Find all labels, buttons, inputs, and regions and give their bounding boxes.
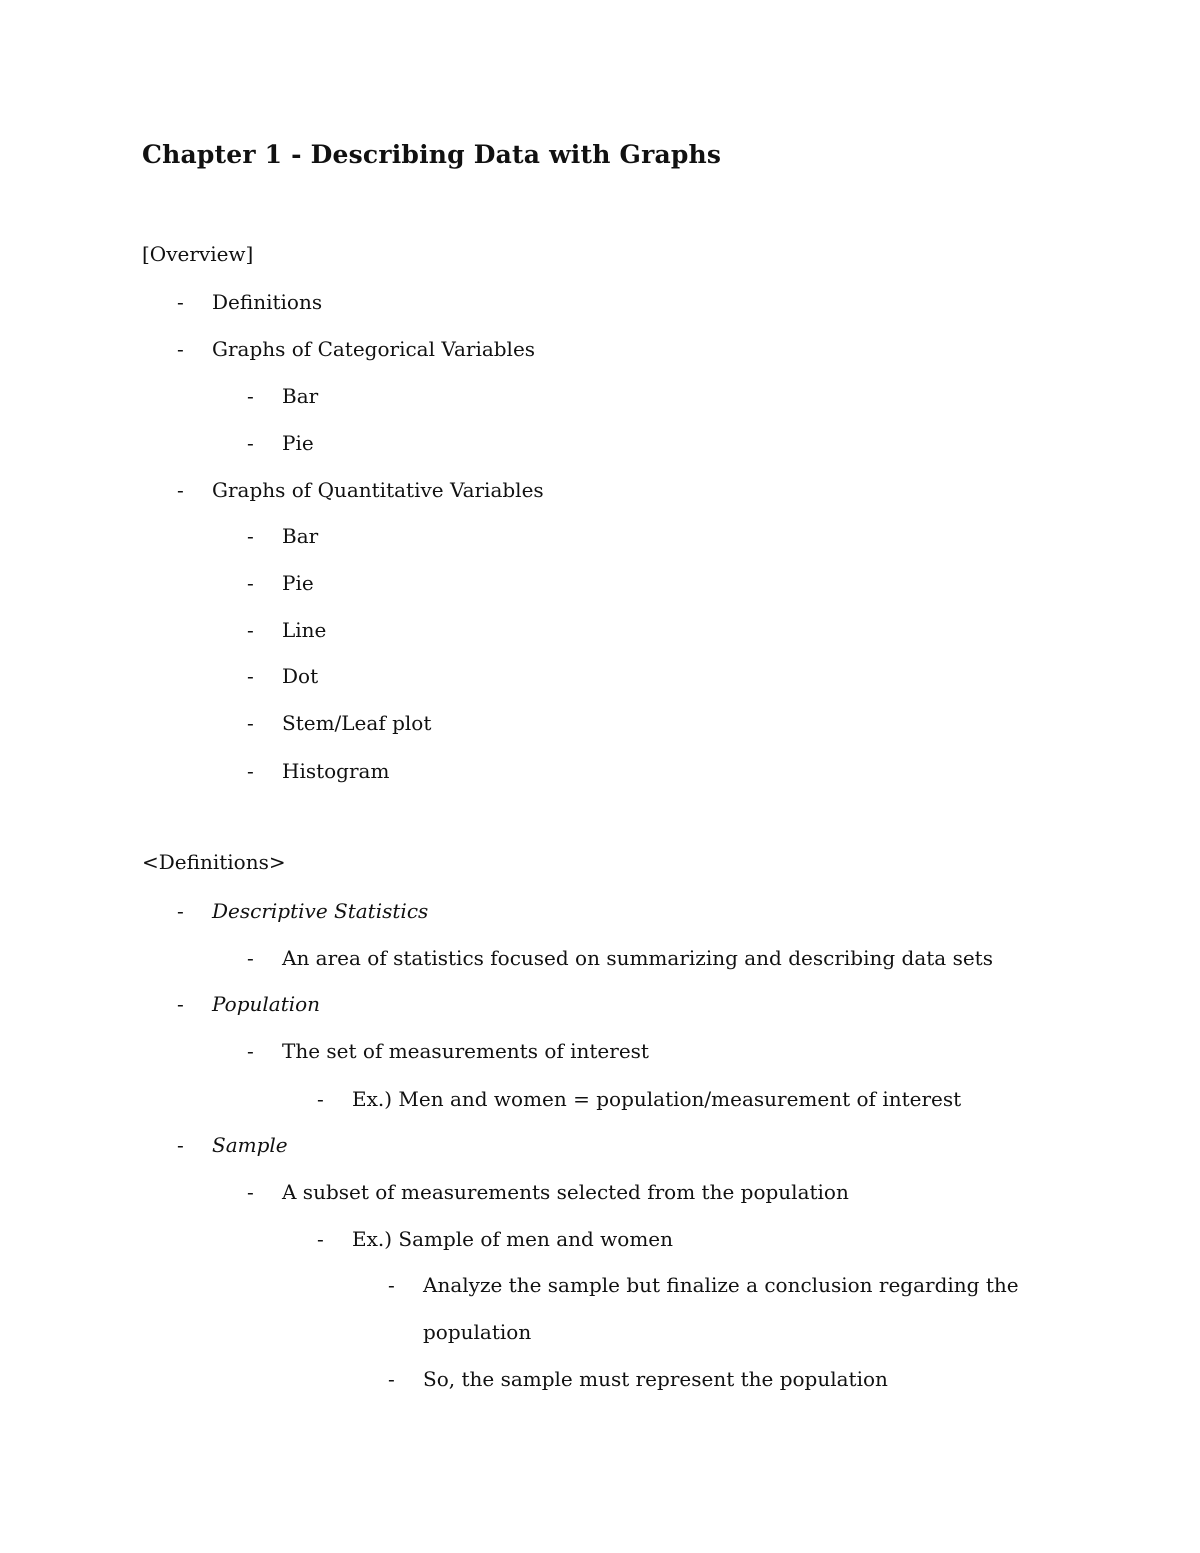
dash-bullet: - bbox=[247, 1039, 254, 1063]
dash-bullet: - bbox=[247, 524, 254, 548]
list-item-text: A subset of measurements selected from the population bbox=[282, 1180, 849, 1204]
list-item-text: Pie bbox=[282, 571, 314, 595]
list-item-text: Dot bbox=[282, 664, 319, 688]
list-item-text: Pie bbox=[282, 431, 314, 455]
dash-bullet: - bbox=[177, 1133, 184, 1157]
dash-bullet: - bbox=[247, 1180, 254, 1204]
dash-bullet: - bbox=[177, 337, 184, 361]
list-item-text: Analyze the sample but finalize a conclusion regarding the bbox=[423, 1273, 1019, 1297]
dash-bullet: - bbox=[247, 431, 254, 455]
list-item-text: So, the sample must represent the population bbox=[423, 1367, 888, 1391]
term-descriptive-statistics: Descriptive Statistics bbox=[212, 899, 429, 923]
dash-bullet: - bbox=[247, 571, 254, 595]
dash-bullet: - bbox=[247, 759, 254, 783]
list-item-continuation: population bbox=[423, 1320, 532, 1344]
dash-bullet: - bbox=[177, 992, 184, 1016]
list-item-text: Bar bbox=[282, 384, 319, 408]
dash-bullet: - bbox=[317, 1087, 324, 1111]
dash-bullet: - bbox=[177, 290, 184, 314]
list-item-text: Stem/Leaf plot bbox=[282, 711, 432, 735]
dash-bullet: - bbox=[317, 1227, 324, 1251]
dash-bullet: - bbox=[247, 664, 254, 688]
dash-bullet: - bbox=[247, 711, 254, 735]
page-title: Chapter 1 - Describing Data with Graphs bbox=[142, 140, 722, 169]
list-item-text: The set of measurements of interest bbox=[282, 1039, 649, 1063]
dash-bullet: - bbox=[177, 478, 184, 502]
list-item-text: Bar bbox=[282, 524, 319, 548]
list-item-text: Ex.) Sample of men and women bbox=[352, 1227, 674, 1251]
list-item-text: Ex.) Men and women = population/measurement of interest bbox=[352, 1087, 962, 1111]
term-sample: Sample bbox=[212, 1133, 288, 1157]
dash-bullet: - bbox=[177, 899, 184, 923]
dash-bullet: - bbox=[247, 618, 254, 642]
dash-bullet: - bbox=[247, 946, 254, 970]
overview-heading: [Overview] bbox=[142, 242, 254, 266]
list-item-text: Histogram bbox=[282, 759, 390, 783]
list-item-text: Line bbox=[282, 618, 327, 642]
definitions-heading: <Definitions> bbox=[142, 850, 286, 874]
list-item-text: Graphs of Quantitative Variables bbox=[212, 478, 544, 502]
list-item-text: Definitions bbox=[212, 290, 323, 314]
list-item-text: An area of statistics focused on summarizing and describing data sets bbox=[282, 946, 993, 970]
dash-bullet: - bbox=[247, 384, 254, 408]
list-item-text: Graphs of Categorical Variables bbox=[212, 337, 536, 361]
dash-bullet: - bbox=[388, 1273, 395, 1297]
term-population: Population bbox=[212, 992, 321, 1016]
dash-bullet: - bbox=[388, 1367, 395, 1391]
